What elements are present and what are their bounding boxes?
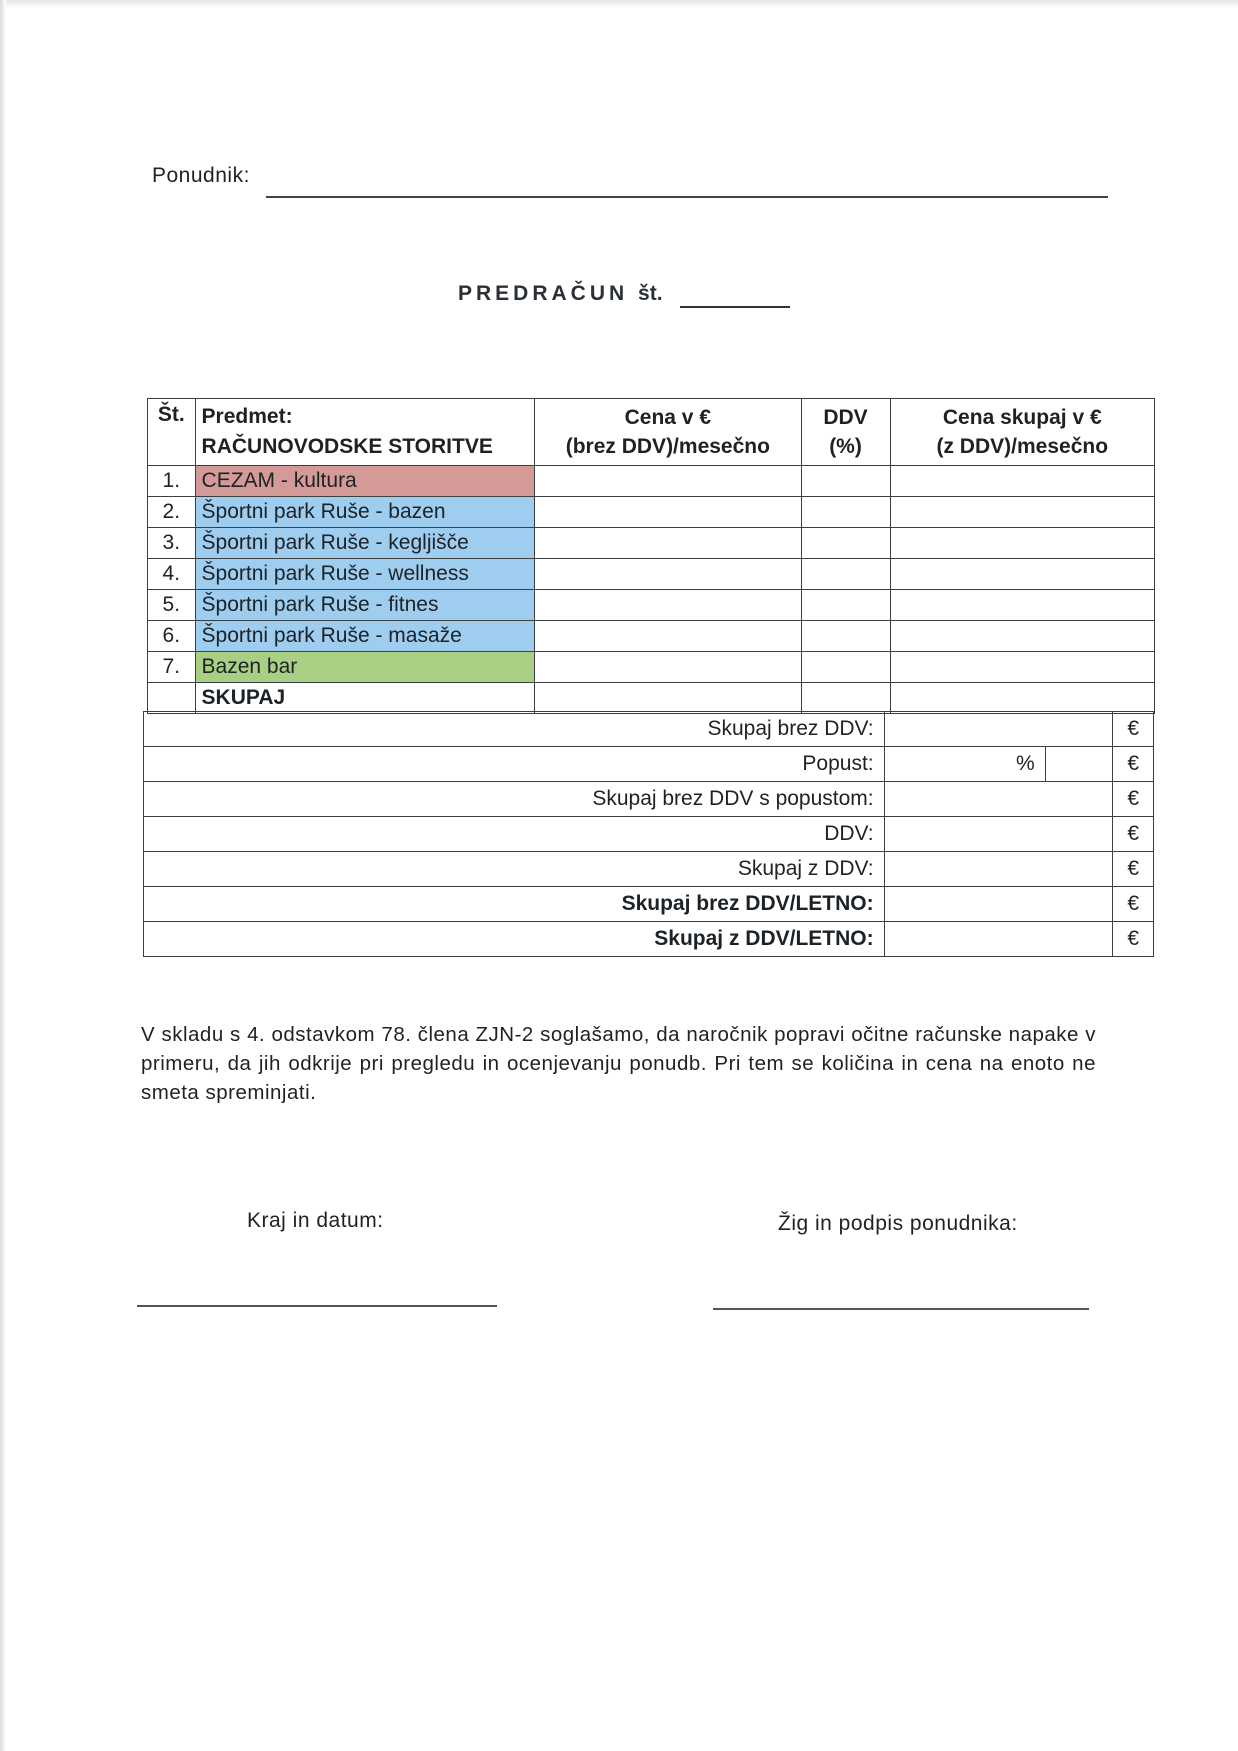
row-item: Športni park Ruše - bazen <box>195 497 535 528</box>
table-row <box>148 590 1155 621</box>
stamp-signature-label: Žig in podpis ponudnika: <box>778 1212 1018 1235</box>
items-table <box>147 398 1155 714</box>
summary-label: Skupaj brez DDV: <box>144 712 885 747</box>
header-cena-line1: Cena v € <box>624 406 712 429</box>
row-price-cell[interactable] <box>535 559 801 590</box>
ponudnik-label: Ponudnik: <box>152 164 250 187</box>
summary-row <box>144 712 1154 747</box>
row-number: 1. <box>148 466 196 497</box>
euro-sign: € <box>1113 887 1154 922</box>
row-ddv-cell[interactable] <box>801 528 890 559</box>
row-total-cell[interactable] <box>890 652 1154 683</box>
row-item: Bazen bar <box>195 652 535 683</box>
place-date-label: Kraj in datum: <box>247 1209 384 1232</box>
discount-percent-cell[interactable] <box>885 747 1046 781</box>
summary-value-cell[interactable] <box>884 782 1113 817</box>
row-item: Športni park Ruše - masaže <box>195 621 535 652</box>
header-st: Št. <box>148 399 196 466</box>
row-item: Športni park Ruše - kegljišče <box>195 528 535 559</box>
row-ddv-cell[interactable] <box>801 621 890 652</box>
row-number: 5. <box>148 590 196 621</box>
header-ddv-line1: DDV <box>823 406 868 429</box>
row-total-cell[interactable] <box>890 621 1154 652</box>
row-price-cell[interactable] <box>535 652 801 683</box>
table-total-row <box>148 683 1155 714</box>
header-predmet-line2: RAČUNOVODSKE STORITVE <box>201 435 493 458</box>
row-price-cell[interactable] <box>535 528 801 559</box>
total-price-cell[interactable] <box>535 683 801 714</box>
predracun-number-line[interactable] <box>680 306 790 308</box>
ponudnik-field-line[interactable] <box>266 196 1108 198</box>
discount-amount-cell[interactable] <box>1046 747 1113 781</box>
row-number: 6. <box>148 621 196 652</box>
row-ddv-cell[interactable] <box>801 590 890 621</box>
table-row <box>148 621 1155 652</box>
row-item: Športni park Ruše - fitnes <box>195 590 535 621</box>
title-number-label: št. <box>638 282 663 305</box>
summary-row <box>144 922 1154 957</box>
row-ddv-cell[interactable] <box>801 652 890 683</box>
table-row <box>148 466 1155 497</box>
summary-label: Skupaj brez DDV/LETNO: <box>144 887 885 922</box>
summary-label: Skupaj brez DDV s popustom: <box>144 782 885 817</box>
summary-row <box>144 887 1154 922</box>
row-price-cell[interactable] <box>535 621 801 652</box>
euro-sign: € <box>1113 817 1154 852</box>
row-price-cell[interactable] <box>535 497 801 528</box>
scan-edge-top <box>0 0 1238 8</box>
table-row <box>148 528 1155 559</box>
header-predmet <box>195 399 535 466</box>
consent-paragraph: V skladu s 4. odstavkom 78. člena ZJN-2 soglašamo, da naročnik popravi očitne računske napake v primeru, da jih odkrije pri pregledu in ocenjevanju ponudb. Pri tem se količina in cena na enoto ne smeta spreminjati. <box>141 1023 1096 1104</box>
table-row <box>148 652 1155 683</box>
euro-sign: € <box>1113 782 1154 817</box>
row-total-cell[interactable] <box>890 497 1154 528</box>
header-cena-skupaj <box>890 399 1154 466</box>
row-total-cell[interactable] <box>890 528 1154 559</box>
row-price-cell[interactable] <box>535 466 801 497</box>
total-number-cell <box>148 683 196 714</box>
header-skupaj-line2: (z DDV)/mesečno <box>936 435 1109 458</box>
euro-sign: € <box>1113 712 1154 747</box>
row-ddv-cell[interactable] <box>801 559 890 590</box>
scan-edge-left <box>0 0 6 1751</box>
summary-value-cell[interactable] <box>884 817 1113 852</box>
row-total-cell[interactable] <box>890 590 1154 621</box>
total-ddv-cell[interactable] <box>801 683 890 714</box>
row-number: 3. <box>148 528 196 559</box>
header-ddv <box>801 399 890 466</box>
percent-sign: % <box>1015 752 1035 775</box>
place-date-line[interactable] <box>137 1305 497 1307</box>
summary-row-discount <box>144 747 1154 782</box>
title-text: PREDRAČUN <box>458 282 629 305</box>
row-ddv-cell[interactable] <box>801 497 890 528</box>
euro-sign: € <box>1113 747 1154 782</box>
summary-row <box>144 817 1154 852</box>
row-number: 2. <box>148 497 196 528</box>
header-predmet-line1: Predmet: <box>201 405 293 428</box>
discount-split <box>885 747 1113 781</box>
summary-label: DDV: <box>144 817 885 852</box>
discount-cell <box>884 747 1113 782</box>
row-total-cell[interactable] <box>890 559 1154 590</box>
header-ddv-line2: (%) <box>829 435 862 458</box>
summary-label: Skupaj z DDV/LETNO: <box>144 922 885 957</box>
document-title <box>458 282 663 306</box>
euro-sign: € <box>1113 852 1154 887</box>
table-header-row <box>148 399 1155 466</box>
total-sum-cell[interactable] <box>890 683 1154 714</box>
summary-row <box>144 852 1154 887</box>
summary-value-cell[interactable] <box>884 922 1113 957</box>
row-item: CEZAM - kultura <box>195 466 535 497</box>
summary-row <box>144 782 1154 817</box>
table-row <box>148 497 1155 528</box>
row-number: 7. <box>148 652 196 683</box>
table-row <box>148 559 1155 590</box>
row-item: Športni park Ruše - wellness <box>195 559 535 590</box>
summary-table <box>143 711 1154 957</box>
summary-label: Skupaj z DDV: <box>144 852 885 887</box>
summary-value-cell[interactable] <box>884 712 1113 747</box>
header-skupaj-line1: Cena skupaj v € <box>942 406 1102 429</box>
summary-value-cell[interactable] <box>884 887 1113 922</box>
row-price-cell[interactable] <box>535 590 801 621</box>
summary-value-cell[interactable] <box>884 852 1113 887</box>
row-number: 4. <box>148 559 196 590</box>
total-label: SKUPAJ <box>195 683 535 714</box>
row-ddv-cell[interactable] <box>801 466 890 497</box>
summary-label: Popust: <box>144 747 885 782</box>
row-total-cell[interactable] <box>890 466 1154 497</box>
header-cena <box>535 399 801 466</box>
header-cena-line2: (brez DDV)/mesečno <box>565 435 770 458</box>
euro-sign: € <box>1113 922 1154 957</box>
signature-line[interactable] <box>713 1308 1089 1310</box>
